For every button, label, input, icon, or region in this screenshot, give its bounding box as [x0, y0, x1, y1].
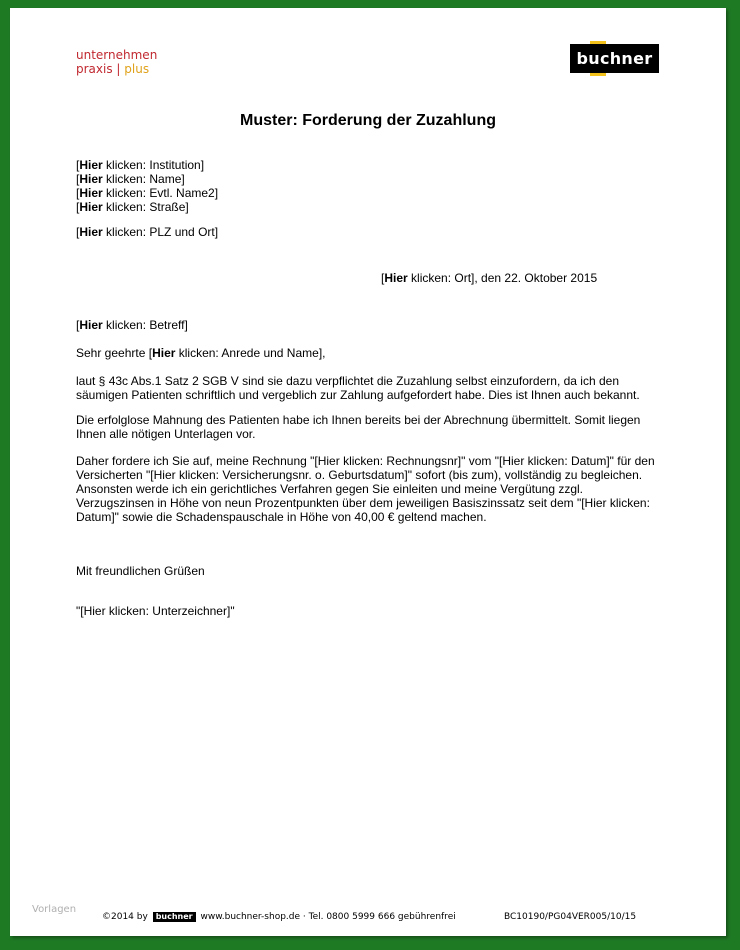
- subject-line[interactable]: [Hier klicken: Betreff]: [76, 318, 188, 332]
- body-paragraph-2: Die erfolglose Mahnung des Patienten habe ich Ihnen bereits bei der Abrechnung übermittelt. Somit liegen Ihnen alle nötigen Unterlagen vor.: [76, 413, 641, 441]
- document-page: [10, 8, 726, 936]
- watermark-text: Vorlagen: [32, 904, 77, 915]
- salutation[interactable]: [76, 346, 326, 360]
- brand-separator: |: [116, 62, 121, 76]
- body-paragraph-1: laut § 43c Abs.1 Satz 2 SGB V sind sie dazu verpflichtet die Zuzahlung selbst einzufordern, da ich den säumigen Patienten schriftlich und vergeblich zur Zahlung aufgefordert habe. Dies ist Ihnen auch bekannt.: [76, 374, 640, 402]
- logo-text: buchner: [576, 49, 653, 68]
- placeholder-rest: klicken: Institution]: [102, 158, 205, 172]
- salutation-pre: Sehr geehrte [: [76, 346, 153, 360]
- city-line[interactable]: [Hier klicken: PLZ und Ort]: [76, 225, 219, 239]
- address-block: [76, 158, 218, 214]
- placeholder-rest: klicken: Betreff]: [102, 318, 188, 332]
- placeholder-bold: Hier: [152, 346, 176, 360]
- address-line[interactable]: [Hier klicken: Name]: [76, 172, 185, 186]
- document-title: Muster: Forderung der Zuzahlung: [240, 112, 496, 129]
- placeholder-rest: klicken: Ort], den 22. Oktober 2015: [407, 271, 598, 285]
- placeholder-rest: klicken: Straße]: [102, 200, 189, 214]
- brand-line-2: [76, 62, 157, 76]
- signature-placeholder[interactable]: "[Hier klicken: Unterzeichner]": [76, 604, 235, 618]
- footer-logo: buchner: [153, 912, 196, 922]
- brand-plus: plus: [124, 62, 150, 76]
- placeholder-rest: klicken: PLZ und Ort]: [102, 225, 219, 239]
- footer-contact-text: www.buchner-shop.de · Tel. 0800 5999 666 gebührenfrei: [200, 912, 456, 922]
- placeholder-bold: Hier: [79, 225, 103, 239]
- footer-contact: [102, 911, 456, 923]
- placeholder-bold: Hier: [384, 271, 408, 285]
- address-line[interactable]: [Hier klicken: Straße]: [76, 200, 189, 214]
- placeholder-rest: klicken: Evtl. Name2]: [102, 186, 219, 200]
- placeholder-rest: klicken: Name]: [102, 172, 185, 186]
- placeholder-bold: Hier: [79, 172, 103, 186]
- placeholder-bold: Hier: [79, 158, 103, 172]
- body-paragraph-3: Daher fordere ich Sie auf, meine Rechnung "[Hier klicken: Rechnungsnr]" vom "[Hier klicken: Datum]" für den Versicherten "[Hier klicken: Versicherungsnr. o. Geburtsdatum]" sofort (bis zum), vollständig zu begleichen. Ansonsten werde ich ein gerichtliches Verfahren gegen Sie einleiten und meine Vergütung zzgl. Verzugszinsen in Höhe von neun Prozentpunkten über dem jeweiligen Basiszinssatz seit dem "[Hier klicken: Datum]" sowie die Schadenspauschale in Höhe von 40,00 € geltend machen.: [76, 454, 655, 524]
- footer-copyright: ©2014 by: [102, 912, 148, 922]
- address-line[interactable]: [Hier klicken: Evtl. Name2]: [76, 186, 219, 200]
- brand-wordmark: [76, 48, 157, 76]
- brand-praxis: praxis: [76, 62, 113, 76]
- logo-bar-top: [590, 41, 606, 44]
- placeholder-bold: Hier: [79, 186, 103, 200]
- buchner-logo: [570, 44, 659, 73]
- closing: Mit freundlichen Grüßen: [76, 564, 205, 578]
- placeholder-bold: Hier: [79, 200, 103, 214]
- address-line[interactable]: [Hier klicken: Institution]: [76, 158, 205, 172]
- logo-bar-bottom: [590, 73, 606, 76]
- brand-line-1: unternehmen: [76, 48, 158, 62]
- date-line[interactable]: [Hier klicken: Ort], den 22. Oktober 2015: [381, 271, 598, 285]
- placeholder-bold: Hier: [79, 318, 103, 332]
- placeholder-rest: klicken: Anrede und Name],: [175, 346, 326, 360]
- footer-document-code: BC10190/PG04VER005/10/15: [504, 912, 637, 922]
